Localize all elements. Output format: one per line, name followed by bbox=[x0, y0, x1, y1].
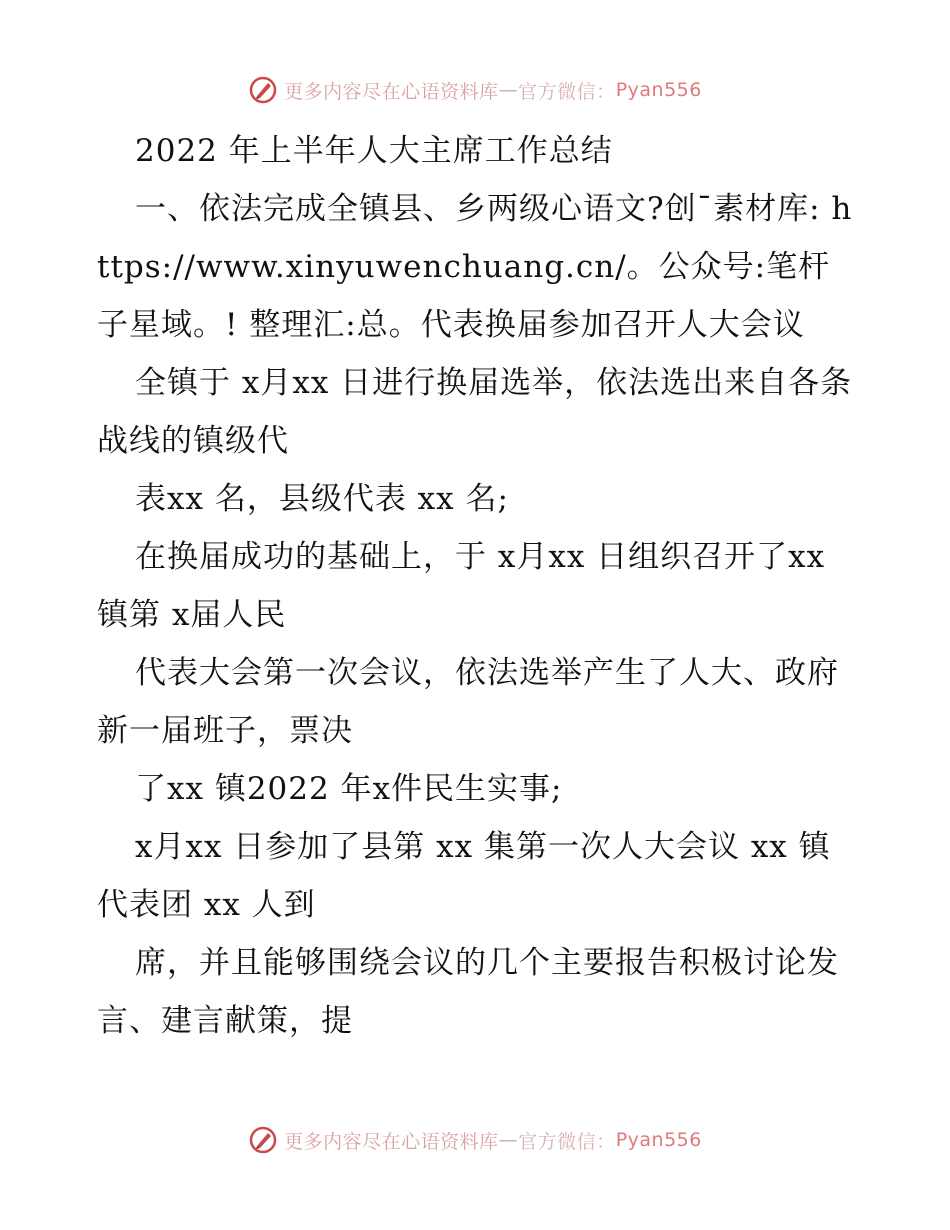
pen-logo-icon bbox=[248, 75, 278, 105]
paragraph: 一、依法完成全镇县、乡两级心语文?创¯素材库: https://www.xinyuwenchuang.cn/。公众号:笔杆子星域。! 整理汇:总。代表换届参加召开人大会议 bbox=[97, 191, 853, 343]
paragraph: 全镇于 x月xx 日进行换届选举，依法选出来自各条战线的镇级代 bbox=[97, 365, 853, 459]
banner-wechat-id: Pyan556 bbox=[615, 79, 702, 101]
banner-text: 更多内容尽在心语资料库 bbox=[284, 1130, 499, 1153]
document-title: 2022 年上半年人大主席工作总结 bbox=[135, 133, 613, 169]
footer-watermark-banner bbox=[0, 1122, 950, 1158]
paragraph: 了xx 镇2022 年x件民生实事; bbox=[135, 771, 563, 807]
banner-wechat-id: Pyan556 bbox=[615, 1129, 702, 1151]
banner-text: 更多内容尽在心语资料库 bbox=[284, 80, 499, 103]
banner-wechat-label: 官方微信： bbox=[518, 1130, 616, 1153]
paragraph: 席，并且能够围绕会议的几个主要报告积极讨论发言、建言献策，提 bbox=[97, 945, 839, 1039]
banner-separator: — bbox=[498, 1129, 519, 1151]
paragraph: 表xx 名，县级代表 xx 名; bbox=[135, 481, 509, 517]
banner-wechat-label: 官方微信： bbox=[518, 80, 616, 103]
header-watermark-banner bbox=[0, 72, 950, 108]
paragraph: 在换届成功的基础上，于 x月xx 日组织召开了xx 镇第 x届人民 bbox=[97, 539, 836, 633]
paragraph: x月xx 日参加了县第 xx 集第一次人大会议 xx 镇代表团 xx 人到 bbox=[97, 829, 831, 923]
document-body bbox=[97, 122, 857, 1050]
banner-separator: — bbox=[498, 79, 519, 101]
pen-logo-icon bbox=[248, 1125, 278, 1155]
paragraph: 代表大会第一次会议，依法选举产生了人大、政府新一届班子，票决 bbox=[97, 655, 839, 749]
